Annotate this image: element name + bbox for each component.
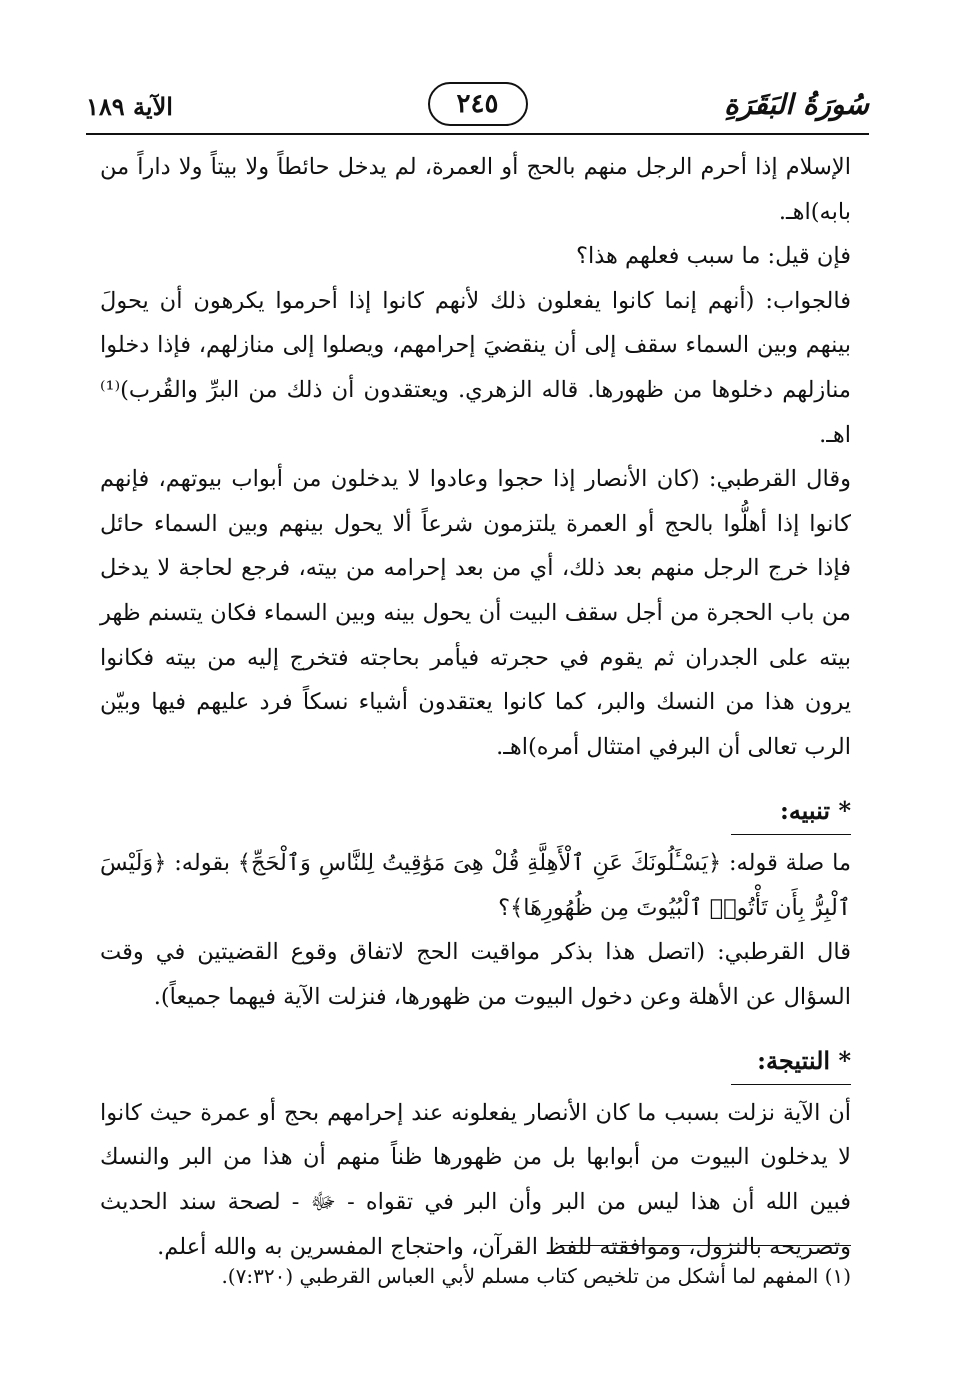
paragraph: فإن قيل: ما سبب فعلهم هذا؟ xyxy=(576,243,851,270)
page-number: ٢٤٥ xyxy=(456,89,499,119)
verse-label: الآية ١٨٩ xyxy=(86,92,173,121)
paragraph: فالجواب: (أنهم إنما كانوا يفعلون ذلك لأنهم كانوا إذا أحرموا يكرهون أن يحولَ بينهم وبين السماء سقف إلى أن ينقضيَ إحرامهم، ويصلوا إلى منازلهم، فإذا دخلوا منازلهم دخلوها من ظهورها. قاله الزهري. ويعتقدون أن ذلك من البرِّ والقُرب)⁽¹⁾اهـ. xyxy=(100,287,851,448)
header-divider xyxy=(86,133,869,135)
page-header xyxy=(86,78,869,128)
paragraph: الإسلام إذا أحرم الرجل منهم بالحج أو العمرة، لم يدخل حائطاً ولا بيتاً ولا داراً من بابه)اهـ. xyxy=(100,154,851,225)
section-title: * النتيجة: xyxy=(757,1046,851,1076)
page-number-badge xyxy=(428,82,528,126)
paragraph: أن الآية نزلت بسبب ما كان الأنصار يفعلونه عند إحرامهم بحج أو عمرة حيث كانوا لا يدخلون البيوت من أبوابها بل من ظهورها ظناً منهم أن هذا من البر والنسك فبين الله أن هذا ليس من البر وأن البر في تقواه - ﷻ - لصحة سند الحديث وتصريحه بالنزول، وموافقته للفظ القرآن، واحتجاج المفسرين به والله أعلم. xyxy=(100,1099,851,1260)
page-body xyxy=(100,145,851,1269)
paragraph: ما صلة قوله: ﴿يَسْـَٔلُونَكَ عَنِ ٱلْأَهِلَّةِ قُلْ هِىَ مَوَٰقِيتُ لِلنَّاسِ وَٱلْحَجِّ﴾ بقوله: ﴿وَلَيْسَ ٱلْبِرُّ بِأَن تَأْتُوا۟ ٱلْبُيُوتَ مِن ظُهُورِهَا﴾؟ xyxy=(100,849,851,921)
paragraph: وقال القرطبي: (كان الأنصار إذا حجوا وعادوا لا يدخلون من أبواب بيوتهم، فإنهم كانوا إذا أهلُّوا بالحج أو العمرة يلتزمون شرعاً ألا يحول بينهم وبين السماء حائل فإذا خرج الرجل منهم بعد ذلك، أي من بعد إحرامه من بيته، فرجع لحاجة لا يدخل من باب الحجرة من أجل سقف البيت أن يحول بينه وبين السماء فكان يتسنم ظهر بيته على الجدران ثم يقوم في حجرته فيأمر بحاجته فتخرج إليه من بيته فكانوا يرون هذا من النسك والبر، كما كانوا يعتقدون أشياء نسكاً فرد عليهم فيها وبيّن الرب تعالى أن البرفي امتثال أمره)اهـ. xyxy=(100,466,852,760)
surah-title: سُورَةُ البَقَرَةِ xyxy=(724,88,869,121)
section-heading-result xyxy=(100,1019,851,1091)
section-heading-note xyxy=(100,769,851,841)
footnote-divider xyxy=(560,1245,851,1246)
footnote: (١) المفهم لما أشكل من تلخيص كتاب مسلم لأبي العباس القرطبي (٧:٣٢٠). xyxy=(221,1264,851,1288)
section-title-underline xyxy=(731,1084,851,1085)
section-title-underline xyxy=(731,834,851,835)
section-title: * تنبيه: xyxy=(779,796,851,826)
paragraph: قال القرطبي: (اتصل هذا بذكر مواقيت الحج لاتفاق وقوع القضيتين في وقت السؤال عن الأهلة وعن دخول البيوت من ظهورها، فنزلت الآية فيهما جميعاً). xyxy=(100,939,851,1010)
